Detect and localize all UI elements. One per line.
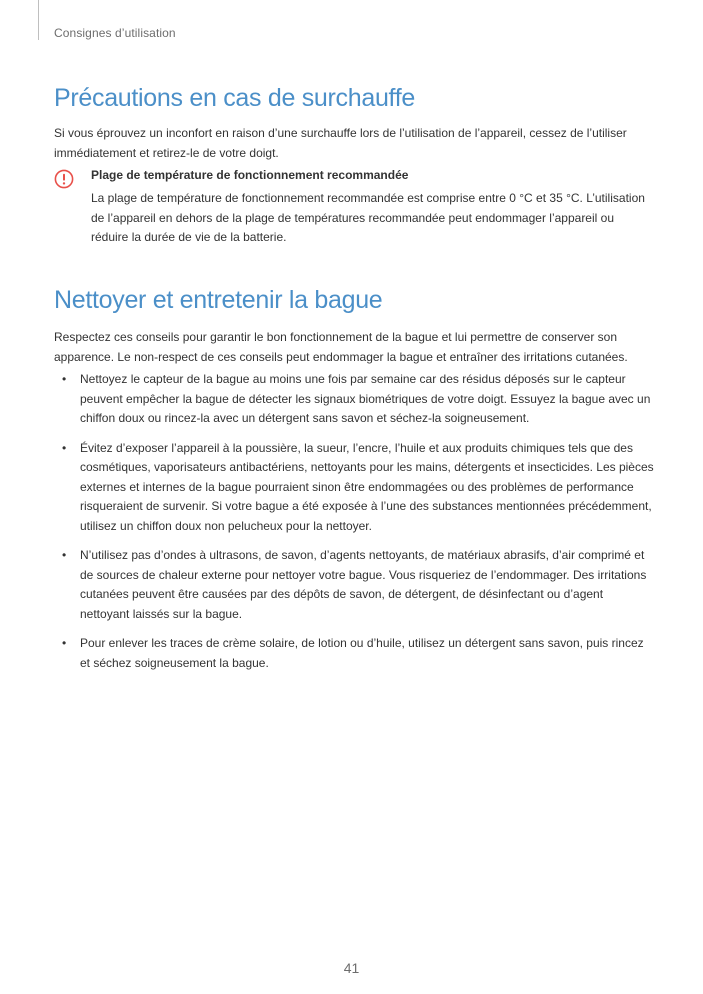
list-item [54,439,654,537]
list-item-text: N’utilisez pas d’ondes à ultrasons, de savon, d’agents nettoyants, de matériaux abrasifs, d’air comprimé et de sources de chaleur externe pour nettoyer votre bague. Vous risqueriez de l’endommager. Des irritations cutanées peuvent être causées par des dépôts de savon, de détergent, de désinfectant ou d’agent nettoyant laissés sur la bague. [80,548,647,621]
section-title-cleaning: Nettoyer et entretenir la bague [54,286,383,314]
header-rule [38,0,39,40]
page-number: 41 [343,960,360,976]
note-title: Plage de température de fonctionnement recommandée [91,168,409,182]
list-item [54,546,654,624]
bullet-marker: • [62,548,67,562]
list-item-text: Pour enlever les traces de crème solaire, de lotion ou d’huile, utilisez un détergent sans savon, puis rincez et séchez soigneusement la bague. [80,636,644,670]
list-item-text: Nettoyez le capteur de la bague au moins une fois par semaine car des résidus déposés sur le capteur peuvent empêcher la bague de détecter les signaux biométriques de votre doigt. Essuyez la bague avec un chiffon doux ou rincez-la avec un détergent sans savon et séchez-la soigneusement. [80,372,651,425]
list-item-text: Évitez d’exposer l’appareil à la poussière, la sueur, l’encre, l’huile et aux produits chimiques tels que des cosmétiques, vaporisateurs antibactériens, nettoyants pour les mains, détergents et insecticides. Les pièces externes et internes de la bague pourraient sinon être endommagées ou des problèmes de performance risqueraient de survenir. Si votre bague a été exposée à l’une des substances mentionnées précédemment, utilisez un chiffon doux non pelucheux pour la nettoyer. [80,440,654,533]
cleaning-tips-list [54,370,654,683]
note-body: La plage de température de fonctionnement recommandée est comprise entre 0 °C et 35 °C. L’utilisation de l’appareil en dehors de la plage de températures recommandée peut endommager l’appareil ou réduire la durée de vie de la batterie. [91,191,645,244]
bullet-marker: • [62,440,67,455]
header-label: Consignes d’utilisation [54,26,176,40]
overheating-intro: Si vous éprouvez un inconfort en raison d’une surchauffe lors de l’utilisation de l’appareil, cessez de l’utiliser immédiatement et retirez-le de votre doigt. [54,126,627,160]
list-item [54,370,654,429]
cleaning-intro: Respectez ces conseils pour garantir le bon fonctionnement de la bague et lui permettre de conserver son apparence. Le non-respect de ces conseils peut endommager la bague et entraîner des irritations cutanées. [54,330,628,364]
section-title-overheating: Précautions en cas de surchauffe [54,84,416,112]
bullet-marker: • [62,372,67,386]
caution-icon [54,169,74,189]
bullet-marker: • [62,636,67,650]
list-item [54,634,654,673]
